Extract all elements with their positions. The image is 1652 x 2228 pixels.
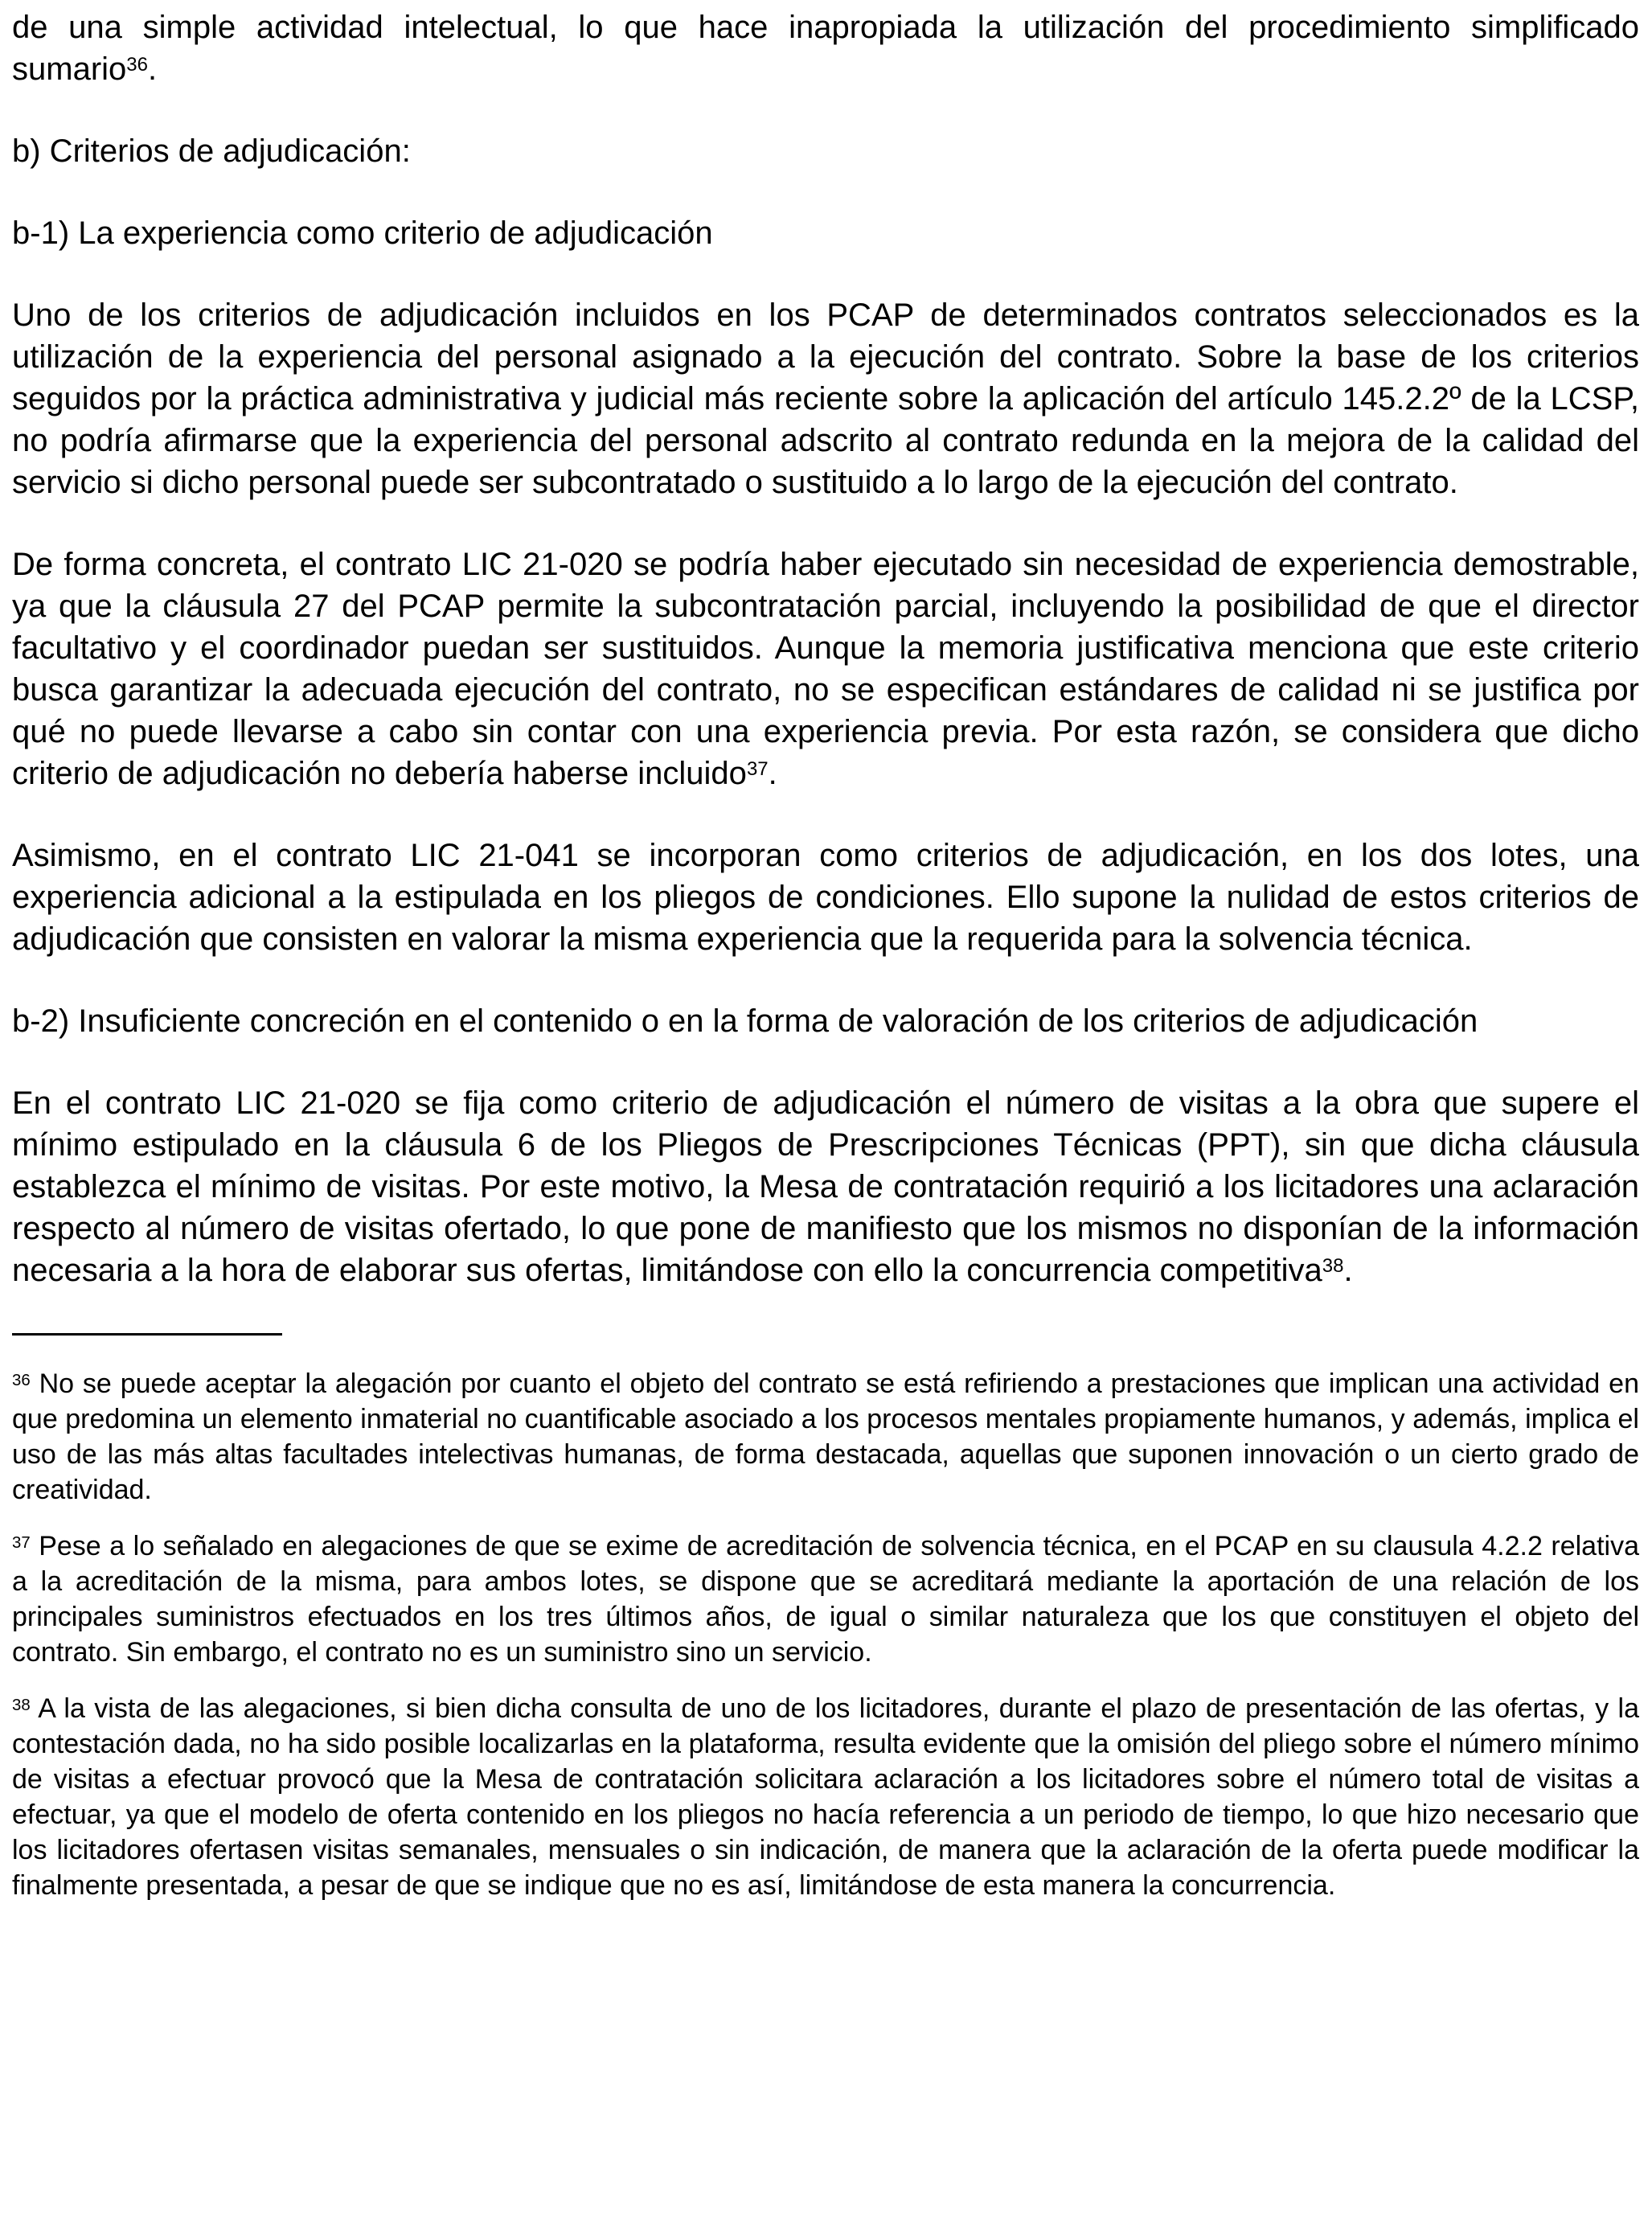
footnote-text: No se puede aceptar la alegación por cuanto el objeto del contrato se está refiriendo a prestaciones que implican una actividad en que predomina un elemento inmaterial no cuantificable asociado a los procesos mentales propiamente humanos, y además, implica el uso de las más altas facultades intelectivas humanas, de forma destacada, aquellas que suponen innovación o un cierto grado de creatividad.: [12, 1368, 1639, 1505]
footnote-separator: [12, 1333, 282, 1336]
footnote-36: [12, 1366, 1639, 1508]
section-heading-b: b) Criterios de adjudicación:: [12, 133, 411, 169]
paragraph-text: En el contrato LIC 21-020 se fija como criterio de adjudicación el número de visitas a la obra que supere el mínimo estipulado en la cláusula 6 de los Pliegos de Prescripciones Técnicas (PPT), sin que dicha cláusula establezca el mínimo de visitas. Por este motivo, la Mesa de contratación requirió a los licitadores una aclaración respecto al número de visitas ofertado, lo que pone de manifiesto que los mismos no disponían de la información necesaria a la hora de elaborar sus ofertas, limitándose con ello la concurrencia competitiva: [12, 1085, 1639, 1288]
footnotes-section: [12, 1366, 1639, 1903]
paragraph-text-after-ref: .: [147, 51, 158, 87]
paragraph-intro-continuation: [12, 6, 1639, 90]
paragraph-text-after-ref: .: [768, 756, 777, 791]
paragraph-text: De forma concreta, el contrato LIC 21-020 se podría haber ejecutado sin necesidad de experiencia demostrable, ya que la cláusula 27 del PCAP permite la subcontratación parcial, incluyendo la posibilidad de que el director facultativo y el coordinador puedan ser sustituidos. Aunque la memoria justificativa menciona que este criterio busca garantizar la adecuada ejecución del contrato, no se especifican estándares de calidad ni se justifica por qué no puede llevarse a cabo sin contar con una experiencia previa. Por esta razón, se considera que dicho criterio de adjudicación no debería haberse incluido: [12, 547, 1639, 791]
footnote-text: A la vista de las alegaciones, si bien dicha consulta de uno de los licitadores, durante el plazo de presentación de las ofertas, y la contestación dada, no ha sido posible localizarlas en la plataforma, resulta evidente que la omisión del pliego sobre el número mínimo de visitas a efectuar provocó que la Mesa de contratación solicitara aclaración a los licitadores sobre el número total de visitas a efectuar, ya que el modelo de oferta contenido en los pliegos no hacía referencia a un periodo de tiempo, lo que hizo necesario que los licitadores ofertasen visitas semanales, mensuales o sin indicación, de manera que la aclaración de la oferta puede modificar la finalmente presentada, a pesar de que se indique que no es así, limitándose de esta manera la concurrencia.: [12, 1693, 1639, 1901]
paragraph-experience-criterion: Uno de los criterios de adjudicación incluidos en los PCAP de determinados contratos seleccionados es la utilización de la experiencia del personal asignado a la ejecución del contrato. Sobre la base de los criterios seguidos por la práctica administrativa y judicial más reciente sobre la aplicación del artículo 145.2.2º de la LCSP, no podría afirmarse que la experiencia del personal adscrito al contrato redunda en la mejora de la calidad del servicio si dicho personal puede ser subcontratado o sustituido a lo largo de la ejecución del contrato.: [12, 297, 1639, 500]
footnote-ref-38: 38: [1322, 1255, 1344, 1278]
footnote-ref-36: 36: [126, 54, 148, 76]
paragraph-contract-lic-21-041: Asimismo, en el contrato LIC 21-041 se incorporan como criterios de adjudicación, en los dos lotes, una experiencia adicional a la estipulada en los pliegos de condiciones. Ello supone la nulidad de estos criterios de adjudicación que consisten en valorar la misma experiencia que la requerida para la solvencia técnica.: [12, 838, 1639, 957]
paragraph-text: de una simple actividad intelectual, lo que hace inapropiada la utilización del procedimiento simplificado sumario: [12, 10, 1639, 87]
section-heading-b2: b-2) Insuficiente concreción en el contenido o en la forma de valoración de los criterios de adjudicación: [12, 1003, 1478, 1039]
footnote-37: [12, 1528, 1639, 1670]
footnote-ref-37: 37: [746, 758, 769, 781]
footnote-number-37: 37: [12, 1533, 31, 1552]
paragraph-text-after-ref: .: [1343, 1253, 1353, 1288]
paragraph-contract-lic-21-020: [12, 544, 1639, 794]
section-heading-b1: b-1) La experiencia como criterio de adjudicación: [12, 215, 713, 251]
footnote-number-36: 36: [12, 1371, 31, 1389]
paragraph-site-visits: [12, 1082, 1639, 1291]
footnote-38: [12, 1691, 1639, 1903]
footnote-text: Pese a lo señalado en alegaciones de que se exime de acreditación de solvencia técnica, en el PCAP en su clausula 4.2.2 relativa a la acreditación de la misma, para ambos lotes, se dispone que se acreditará mediante la aportación de una relación de los principales suministros efectuados en los tres últimos años, de igual o similar naturaleza que los que constituyen el objeto del contrato. Sin embargo, el contrato no es un suministro sino un servicio.: [12, 1531, 1639, 1668]
footnote-number-38: 38: [12, 1696, 31, 1714]
document-body: [12, 6, 1639, 1291]
